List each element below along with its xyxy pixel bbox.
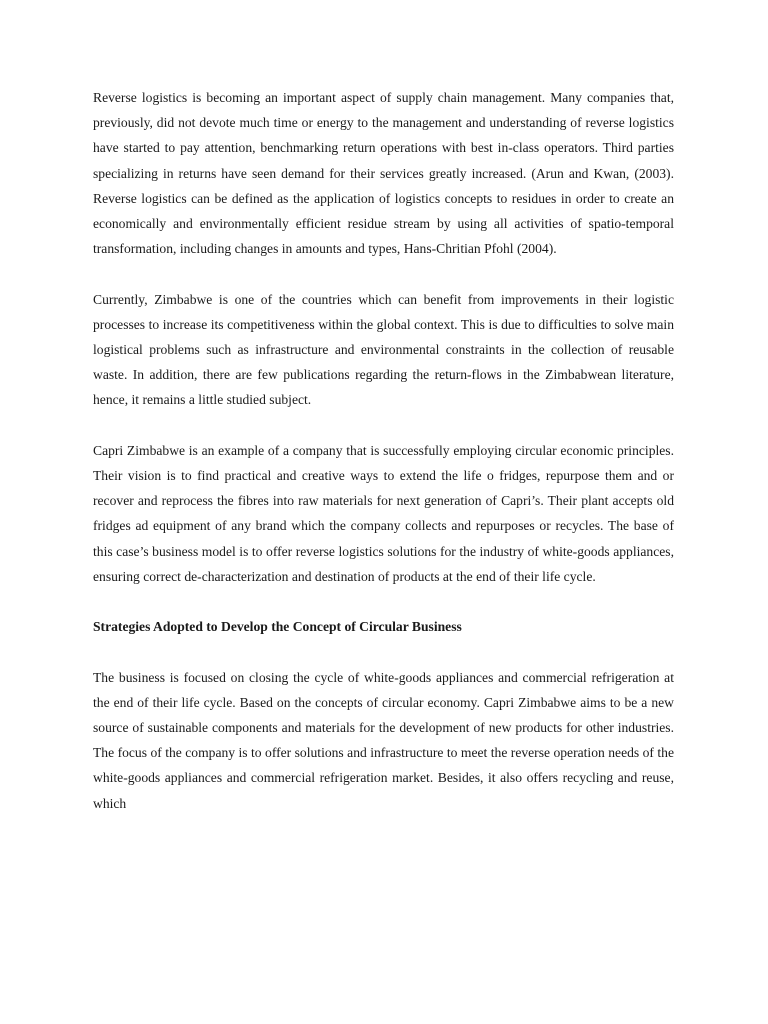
paragraph-business-focus: The business is focused on closing the cycle of white-goods appliances and commercial refrigeration at the end of their life cycle. Based on the concepts of circular economy. Capri Zimbabwe aims to be a new source of sustainable components and materials for the development of new products for other industries. The focus of the company is to offer solutions and infrastructure to meet the reverse operation needs of the white-goods appliances and commercial refrigeration market. Besides, it also offers recycling and reuse, which	[93, 669, 674, 811]
paragraph-zimbabwe-logistics: Currently, Zimbabwe is one of the countries which can benefit from improvements in their logistic processes to increase its competitiveness within the global context. This is due to difficulties to solve main logistical problems such as infrastructure and environmental constraints in the collection of reusable waste. In addition, there are few publications regarding the return-flows in the Zimbabwean literature, hence, it remains a little studied subject.	[93, 291, 674, 408]
section-heading: Strategies Adopted to Develop the Concept of Circular Business	[93, 619, 462, 635]
paragraph-reverse-logistics: Reverse logistics is becoming an important aspect of supply chain management. Many companies that, previously, did not devote much time or energy to the management and understanding of reverse logistics have started to pay attention, benchmarking return operations with best in-class operators. Third parties specializing in returns have seen demand for their services greatly increased. (Arun and Kwan, (2003). Reverse logistics can be defined as the application of logistics concepts to residues in order to create an economically and environmentally efficient residue stream by using all activities of spatio-temporal transformation, including changes in amounts and types, Hans-Chritian Pfohl (2004).	[93, 90, 674, 257]
paragraph-capri-zimbabwe: Capri Zimbabwe is an example of a company that is successfully employing circular economic principles. Their vision is to find practical and creative ways to extend the life o fridges, repurpose them and or recover and reprocess the fibres into raw materials for next generation of Capri’s. Their plant accepts old fridges ad equipment of any brand which the company collects and repurposes or recycles. The base of this case’s business model is to offer reverse logistics solutions for the industry of white-goods appliances, ensuring correct de-characterization and destination of products at the end of their life cycle.	[93, 442, 674, 584]
document-body	[93, 85, 674, 841]
